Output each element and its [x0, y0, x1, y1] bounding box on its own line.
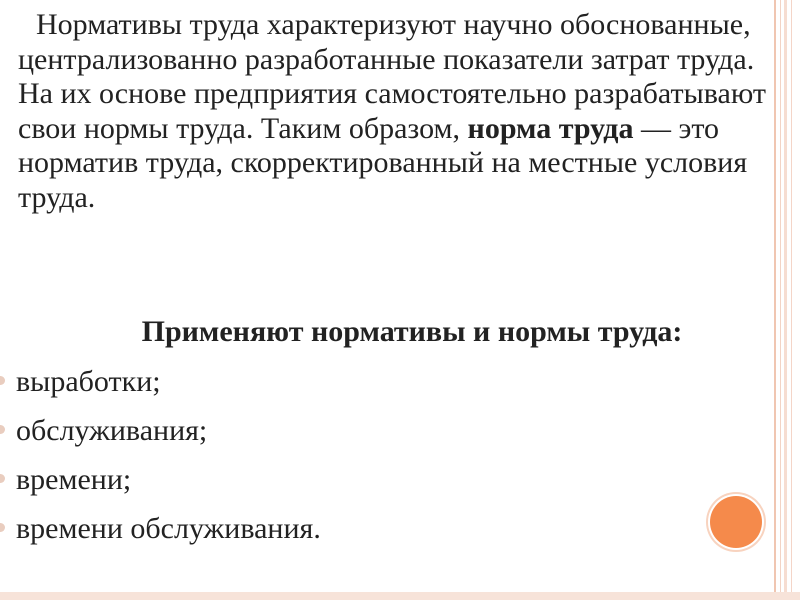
bold-term: норма труда [467, 111, 634, 145]
bullet-dot-icon [0, 474, 5, 483]
bullet-dot-icon [0, 425, 5, 434]
list-item-label: выработки; [16, 365, 161, 398]
bullet-dot-icon [0, 523, 5, 532]
list-item-label: обслуживания; [16, 414, 208, 447]
definition-paragraph [18, 8, 778, 215]
list-item [0, 460, 321, 509]
list-heading [0, 314, 800, 350]
bullet-list [0, 362, 321, 558]
list-item-label: времени обслуживания. [16, 512, 321, 545]
bullet-dot-icon [0, 376, 5, 385]
list-item [0, 362, 321, 411]
list-item-label: времени; [16, 463, 132, 496]
list-item [0, 509, 321, 558]
paragraph-text-start: Нормативы труда характеризуют научно обоснованные, централизованно разработанные показатели затрат труда. На их основе предприятия самостоятельно разрабатывают свои нормы труда. Таким образом, [18, 8, 766, 145]
paragraph-text-end: — это норматив труда, скорректированный на местные условия труда. [18, 111, 748, 214]
list-item [0, 411, 321, 460]
orange-circle-icon [710, 496, 762, 548]
list-heading-text: Применяют нормативы и нормы труда: [141, 315, 683, 348]
decorative-right-border [770, 0, 800, 600]
decorative-bottom-border [0, 592, 800, 600]
